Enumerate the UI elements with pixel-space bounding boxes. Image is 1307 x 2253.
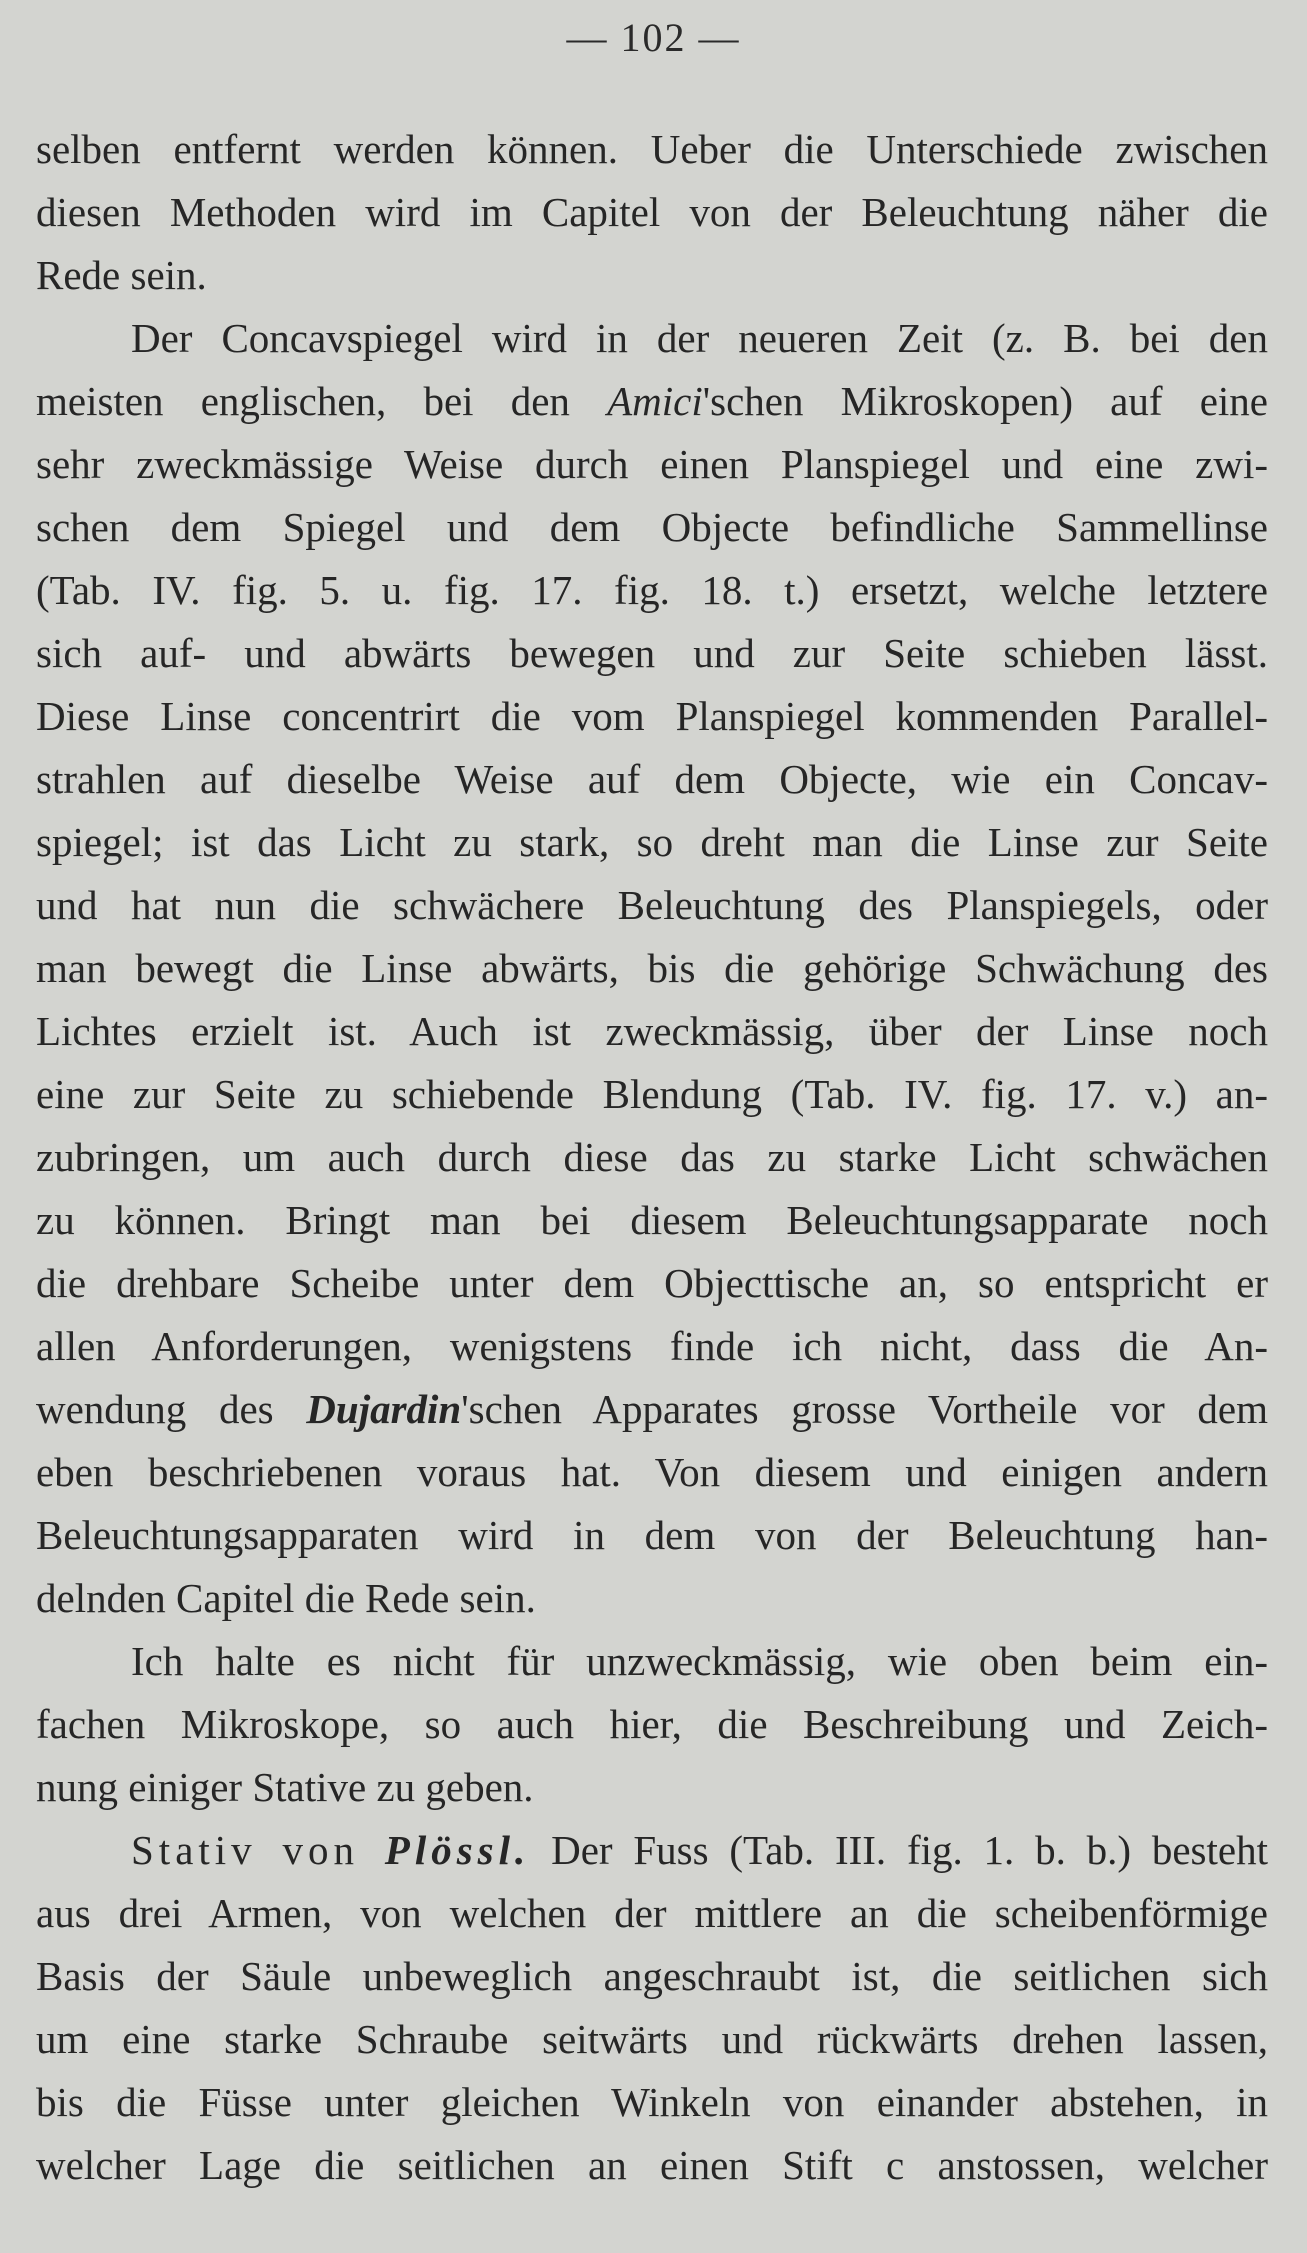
text-line: Diese Linse concentrirt die vom Planspiegel kommenden Parallel- [36,693,1268,739]
text-line: Basis der Säule unbeweglich angeschraubt ist, die seitlichen sich [36,1953,1268,1999]
text-line: fachen Mikroskope, so auch hier, die Beschreibung und Zeich- [36,1701,1268,1747]
paragraph-start-line: Der Concavspiegel wird in der neueren Zeit (z. B. bei den [131,315,1268,361]
text-line: um eine starke Schraube seitwärts und rückwärts drehen lassen, [36,2016,1268,2062]
text-line: welcher Lage die seitlichen an einen Stift c anstossen, welcher [36,2142,1268,2188]
text-line: schen dem Spiegel und dem Objecte befindliche Sammellinse [36,504,1268,550]
text-line: aus drei Armen, von welchen der mittlere an die scheibenförmige [36,1890,1268,1936]
text-line: sich auf- und abwärts bewegen und zur Seite schieben lässt. [36,630,1268,676]
text-line: (Tab. IV. fig. 5. u. fig. 17. fig. 18. t.) ersetzt, welche letztere [36,567,1268,613]
author-name: Plössl. [384,1827,531,1873]
text-line: strahlen auf dieselbe Weise auf dem Objecte, wie ein Concav- [36,756,1268,802]
text-line: zu können. Bringt man bei diesem Beleuchtungsapparate noch [36,1197,1268,1243]
text-line: wendung des Dujardin'schen Apparates grosse Vortheile vor dem [36,1386,1268,1432]
paragraph-start-line: Ich halte es nicht für unzweckmässig, wie oben beim ein- [131,1638,1268,1684]
text-line: eine zur Seite zu schiebende Blendung (Tab. IV. fig. 17. v.) an- [36,1071,1268,1117]
text-line: man bewegt die Linse abwärts, bis die gehörige Schwächung des [36,945,1268,991]
text-line: spiegel; ist das Licht zu stark, so dreht man die Linse zur Seite [36,819,1268,865]
text-line: Beleuchtungsapparaten wird in dem von der Beleuchtung han- [36,1512,1268,1558]
text-line: selben entfernt werden können. Ueber die Unterschiede zwischen [36,126,1268,172]
text-line: die drehbare Scheibe unter dem Objecttische an, so entspricht er [36,1260,1268,1306]
text-line: bis die Füsse unter gleichen Winkeln von einander abstehen, in [36,2079,1268,2125]
body-text [36,118,1268,2197]
text-line: und hat nun die schwächere Beleuchtung des Planspiegels, oder [36,882,1268,928]
text-line: diesen Methoden wird im Capitel von der Beleuchtung näher die [36,189,1268,235]
author-name: Dujardin [306,1386,462,1432]
text-line: Lichtes erzielt ist. Auch ist zweckmässig, über der Linse noch [36,1008,1268,1054]
text-line: zubringen, um auch durch diese das zu starke Licht schwächen [36,1134,1268,1180]
text-line: meisten englischen, bei den Amici'schen Mikroskopen) auf eine [36,378,1268,424]
page-number: — 102 — [566,15,741,60]
text-line: nung einiger Stative zu geben. [36,1764,534,1810]
author-name: Amici [607,378,703,424]
text-line: Rede sein. [36,252,207,298]
text-line: sehr zweckmässige Weise durch einen Planspiegel und eine zwi- [36,441,1268,487]
text-line: delnden Capitel die Rede sein. [36,1575,536,1621]
text-line: eben beschriebenen voraus hat. Von diesem und einigen andern [36,1449,1268,1495]
paragraph-start-line: Stativ von Plössl. Der Fuss (Tab. III. fig. 1. b. b.) besteht [131,1827,1268,1873]
section-heading: Stativ von [131,1827,385,1873]
text-line: allen Anforderungen, wenigstens finde ich nicht, dass die An- [36,1323,1268,1369]
